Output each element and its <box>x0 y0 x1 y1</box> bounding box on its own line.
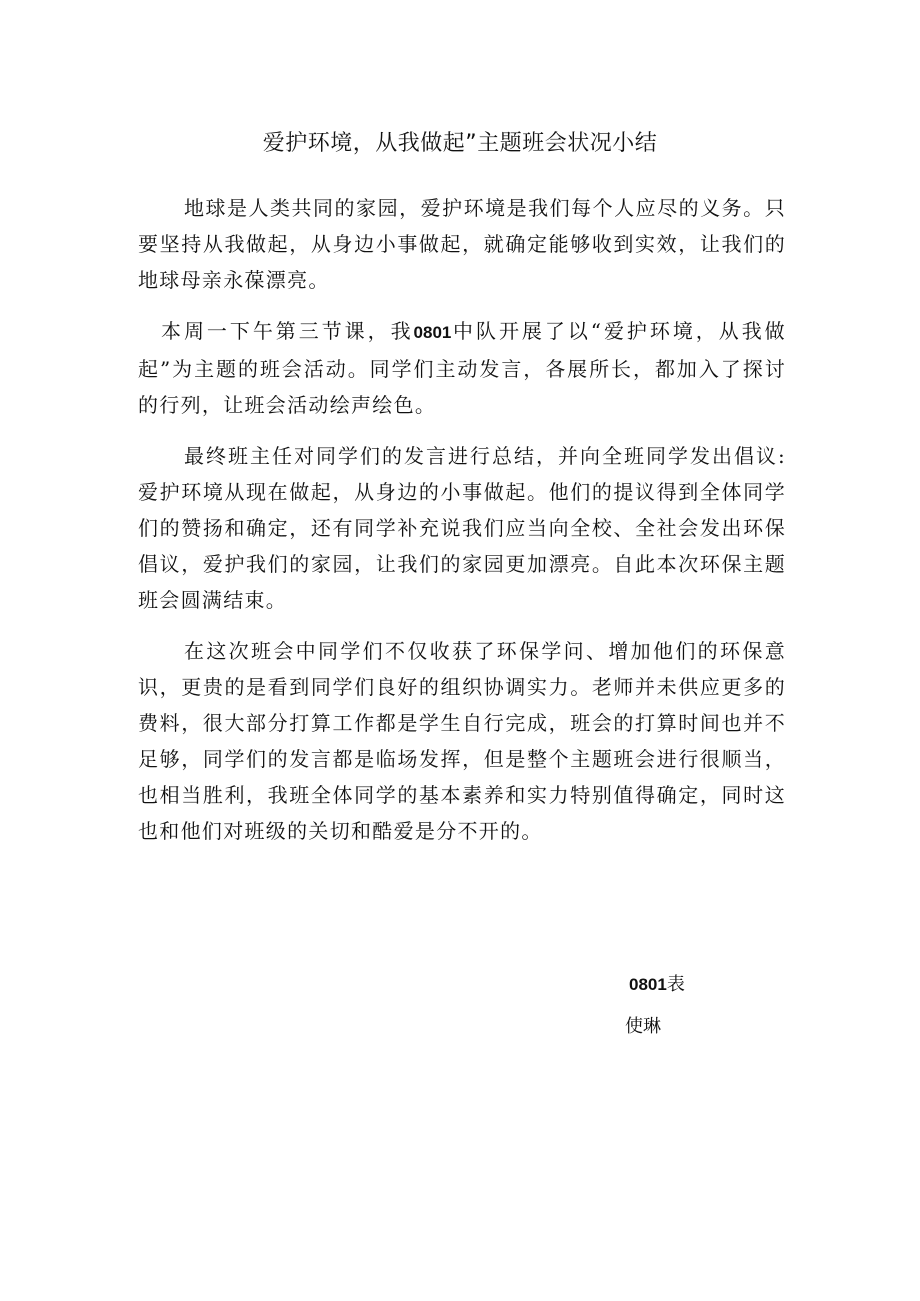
paragraph-intro: 地球是人类共同的家园，爱护环境是我们每个人应尽的义务。只要坚持从我做起，从身边小事做起，就确定能够收到实效，让我们的地球母亲永葆漂亮。 <box>138 196 786 292</box>
signature-class-number: 0801 <box>629 975 667 994</box>
signature-class-suffix: 表 <box>666 974 685 995</box>
class-number: 0801 <box>413 323 452 342</box>
paragraph-activity <box>138 313 786 423</box>
paragraph-activity-rest: 中队开展了以“爱护环境，从我做起”为主题的班会活动。同学们主动发言，各展所长，都加入了探讨的行列，让班会活动绘声绘色。 <box>138 319 786 417</box>
signature-name: 使琳 <box>625 1016 661 1037</box>
paragraph-reflection: 在这次班会中同学们不仅收获了环保学问、增加他们的环保意识，更贵的是看到同学们良好的组织协调实力。老师并未供应更多的费料，很大部分打算工作都是学生自行完成，班会的打算时间也并不足够，同学们的发言都是临场发挥，但是整个主题班会进行很顺当，也相当胜利，我班全体同学的基本素养和实力特别值得确定，同时这也和他们对班级的关切和酷爱是分不开的。 <box>138 639 786 843</box>
document-title: 爱护环境，从我做起”主题班会状况小结 <box>262 131 658 156</box>
signature-line-class <box>629 972 685 998</box>
paragraph-summary: 最终班主任对同学们的发言进行总结，并向全班同学发出倡议:爱护环境从现在做起，从身边的小事做起。他们的提议得到全体同学们的赞扬和确定，还有同学补充说我们应当向全校、全社会发出环保倡议，爱护我们的家园，让我们的家园更加漂亮。自此本次环保主题班会圆满结束。 <box>138 444 786 612</box>
paragraph-activity-start: 本周一下午第三节课，我 <box>161 319 414 343</box>
document-body <box>138 190 786 849</box>
